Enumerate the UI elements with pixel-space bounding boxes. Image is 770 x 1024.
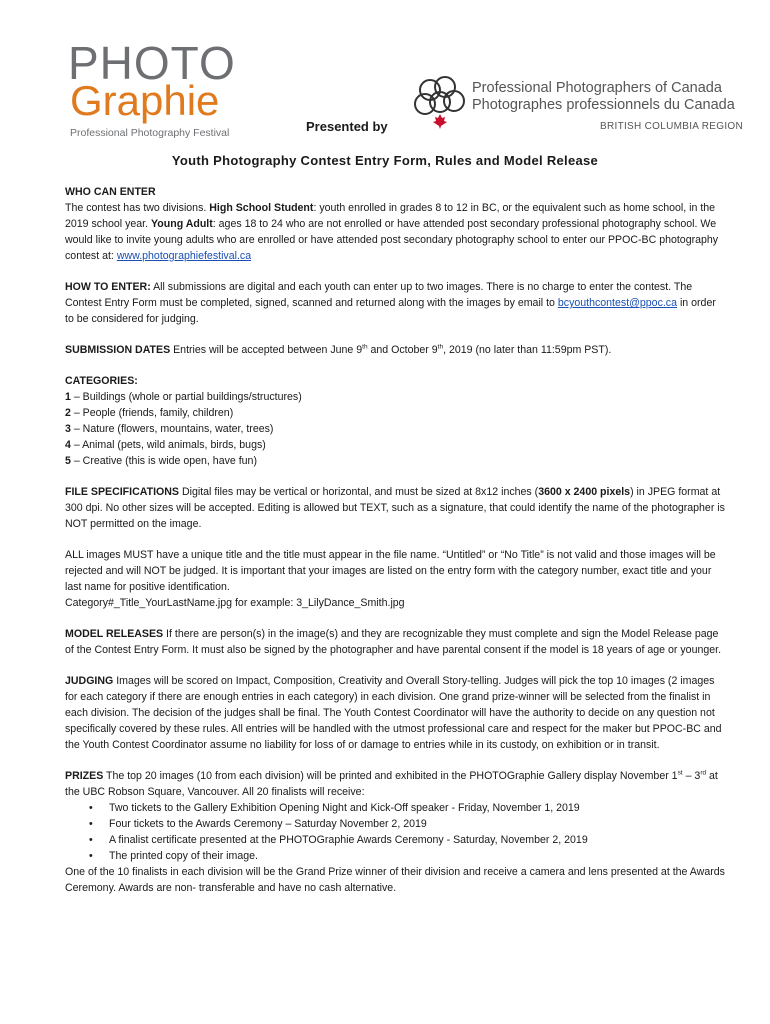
presented-by-label: Presented by: [306, 119, 388, 134]
dates-heading: SUBMISSION DATES: [65, 344, 171, 356]
category-text: – People (friends, family, children): [70, 407, 234, 419]
judging-section: [65, 673, 725, 753]
prize-list-item: • The printed copy of their image.: [89, 848, 725, 864]
model-heading: MODEL RELEASES: [65, 628, 164, 640]
filespec-text-2: ) in JPEG format at 300 dpi. No other sizes will be accepted. Editing is allowed but TEXT, such as a signature, that could identify the name of the photographer is NOT permitted on the image.: [65, 486, 725, 530]
category-text: – Buildings (whole or partial buildings/structures): [70, 391, 302, 403]
prizes-sup-2: rd: [700, 769, 707, 777]
dates-text-2: and October 9: [367, 344, 438, 356]
photographie-logo: [68, 37, 238, 140]
category-num: 2: [65, 407, 71, 419]
categories-section: [65, 373, 725, 469]
contest-email-link[interactable]: bcyouthcontest@ppoc.ca: [557, 297, 677, 309]
naming-text-1: ALL images MUST have a unique title and the title must appear in the file name. “Untitled” or “No Title” is not valid and those images will be rejected and will NOT be judged. It is important that your images are listed on the entry form with the category number, exact title and your last name for positive identification.: [65, 549, 716, 593]
prizes-heading: PRIZES: [65, 770, 104, 782]
category-text: – Nature (flowers, mountains, water, trees): [70, 423, 274, 435]
category-text: – Creative (this is wide open, have fun): [70, 455, 257, 467]
prize-list-item: • A finalist certificate presented at the PHOTOGraphie Awards Ceremony - Saturday, November 2, 2019: [89, 832, 725, 848]
categories-heading: CATEGORIES:: [65, 375, 138, 387]
category-text: – Animal (pets, wild animals, birds, bugs): [70, 439, 266, 451]
document-body: [65, 184, 725, 896]
festival-website-link[interactable]: www.photographiefestival.ca: [116, 250, 252, 262]
judging-heading: JUDGING: [65, 675, 114, 687]
model-text: If there are person(s) in the image(s) and they are recognizable they must complete and sign the Model Release page of the Contest Entry Form. It must also be signed by the photographer and have parental consent if the model is 18 years of age or younger.: [65, 628, 722, 656]
logo-photo-text: PHOTO: [68, 37, 236, 89]
file-specifications-section: [65, 484, 725, 532]
category-num: 1: [65, 391, 71, 403]
ppoc-region: BRITISH COLUMBIA REGION: [600, 121, 744, 132]
dates-sup-2: th: [437, 343, 444, 351]
ppoc-name-french: Photographes professionnels du Canada: [472, 97, 735, 113]
how-heading: HOW TO ENTER:: [65, 281, 151, 293]
high-school-label: High School Student: [209, 202, 314, 214]
prizes-sup-1: st: [677, 769, 683, 777]
filespec-text-1: Digital files may be vertical or horizontal, and must be sized at 8x12 inches (: [179, 486, 539, 498]
category-num: 4: [65, 439, 71, 451]
dates-text-3: , 2019 (no later than 11:59pm PST).: [443, 344, 612, 356]
prizes-list: [65, 800, 725, 864]
filespec-heading: FILE SPECIFICATIONS: [65, 486, 179, 498]
naming-example: Category#_Title_YourLastName.jpg for example: 3_LilyDance_Smith.jpg: [65, 597, 405, 609]
dates-text-1: Entries will be accepted between June 9: [170, 344, 363, 356]
who-heading: WHO CAN ENTER: [65, 186, 156, 198]
prizes-intro: [65, 768, 725, 800]
who-text-2: : youth enrolled in grades 8 to 12 in BC, or the equivalent such as home school, in the 2019 school year.: [65, 202, 716, 230]
prize-list-item: • Four tickets to the Awards Ceremony – Saturday November 2, 2019: [89, 816, 725, 832]
ppoc-name-english: Professional Photographers of Canada: [472, 80, 722, 96]
who-can-enter-section: [65, 184, 725, 264]
document-title: Youth Photography Contest Entry Form, Rules and Model Release: [171, 153, 599, 168]
prize-list-item: • Two tickets to the Gallery Exhibition Opening Night and Kick-Off speaker - Friday, November 1, 2019: [89, 800, 725, 816]
category-num: 3: [65, 423, 71, 435]
how-text-1: All submissions are digital and each youth can enter up to two images. There is no charge to enter the contest. The Contest Entry Form must be completed, signed, scanned and returned along with the images by email to: [65, 281, 693, 309]
prizes-section: [65, 768, 725, 896]
how-to-enter-section: [65, 279, 725, 327]
who-text-1: The contest has two divisions.: [65, 202, 210, 214]
dates-sup-1: th: [362, 343, 368, 351]
file-naming-section: [65, 547, 725, 611]
prizes-text-2: – 3: [682, 770, 701, 782]
category-num: 5: [65, 455, 71, 467]
how-text-2: in order to be considered for judging.: [65, 297, 716, 325]
prizes-text-3: at the UBC Robson Square, Vancouver. All 20 finalists will receive:: [65, 770, 718, 798]
logo-tagline: Professional Photography Festival: [70, 127, 230, 139]
filespec-pixels: 3600 x 2400 pixels: [538, 486, 631, 498]
submission-dates-section: [65, 342, 725, 358]
prizes-grand-prize: One of the 10 finalists in each division will be the Grand Prize winner of their division and receive a camera and lens presented at the Awards Ceremony. Awards are non- transferable and have no cash alternative.: [65, 866, 725, 894]
ppoc-circles-icon: [412, 74, 472, 134]
logo-graphie-text: Graphie: [70, 77, 220, 124]
judging-text: Images will be scored on Impact, Composition, Creativity and Overall Story-telling. Judges will pick the top 10 images (2 images for each category if there are enough entries in each category) in each division. One grand prize-winner will be selected from the finalist in each division. The decision of the judges shall be final. The Youth Contest Coordinator will have the authority to decide on any question not specifically covered by these rules. All entries will be handled with the utmost professional care and respect for the maker but PPOC-BC and the Youth Contest Coordinator assume no liability for loss of or damage to entries while in its custody, on exhibition or in transit.: [65, 675, 722, 751]
prizes-text-1: The top 20 images (10 from each division) will be printed and exhibited in the PHOTOGraphie Gallery display November 1: [103, 770, 678, 782]
who-text-3: : ages 18 to 24 who are not enrolled or have attended post secondary professional photography school. We would like to invite young adults who are enrolled or have attended post secondary photography school to enter our PPOC-BC photography contest at:: [65, 218, 719, 262]
model-releases-section: [65, 626, 725, 658]
young-adult-label: Young Adult: [151, 218, 213, 230]
